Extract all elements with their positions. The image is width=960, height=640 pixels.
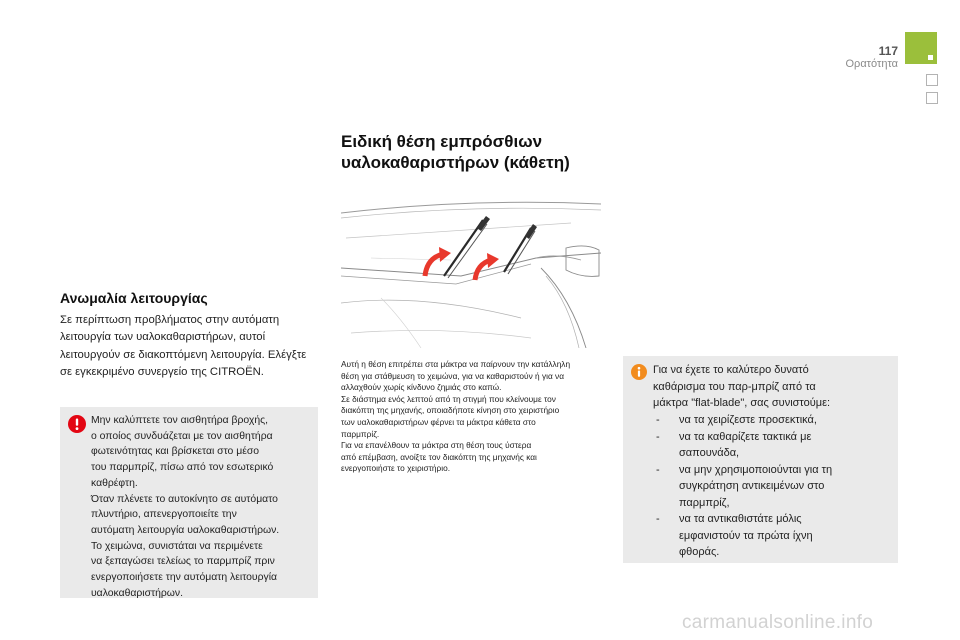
warning-line: φωτεινότητας και βρίσκεται στο μέσο <box>91 446 260 458</box>
page-number: 117 <box>878 44 898 58</box>
warning-line: Όταν πλένετε το αυτοκίνητο σε αυτόματο <box>91 493 278 505</box>
caption-line: διακόπτη της μηχανής, οποιαδήποτε κίνηση στο χειριστήριο <box>341 405 560 416</box>
section-tab-3[interactable] <box>926 92 938 104</box>
info-intro <box>653 362 893 412</box>
list-item <box>653 429 893 462</box>
wiper-illustration <box>341 198 601 348</box>
caption-line: από επέμβαση, ανοίξτε τον διακόπτη της μηχανής και <box>341 451 537 462</box>
list-item-text: συγκράτηση αντικειμένων στο <box>679 480 825 492</box>
warning-line: καθρέφτη. <box>91 477 138 489</box>
info-icon <box>631 364 647 380</box>
warning-text <box>91 413 315 601</box>
warning-line: πλυντήριο, απενεργοποιείτε την <box>91 509 237 521</box>
caption-text <box>341 359 606 475</box>
list-dash: - <box>656 513 660 525</box>
list-dash: - <box>656 463 660 476</box>
page-title <box>341 131 631 173</box>
list-item-text: παρμπρίζ, <box>679 496 730 509</box>
list-dash: - <box>656 430 660 443</box>
list-item <box>653 462 893 512</box>
warning-line: ο οποίος συνδυάζεται με τον αισθητήρα <box>91 430 273 442</box>
list-item-text: να τα χειρίζεστε προσεκτικά, <box>679 414 817 426</box>
section-tab-2[interactable] <box>926 74 938 86</box>
section-tab-active[interactable] <box>905 32 937 64</box>
info-intro-line: μάκτρα "flat-blade", σας συνιστούμε: <box>653 397 831 409</box>
list-dash: - <box>656 414 660 426</box>
list-item-text: να μην χρησιμοποιούνται για τη <box>679 463 833 476</box>
caption-line: παρμπρίζ. <box>341 428 380 439</box>
caption-line: ενεργοποιήστε το χειριστήριο. <box>341 463 451 474</box>
caption-line: Για να επανέλθουν τα μάκτρα στη θέση τους ύστερα <box>341 440 532 451</box>
caption-line: θέση για στάθμευση το χειμώνα, για να καθαριστούν ή για να <box>341 370 564 381</box>
title-line: υαλοκαθαριστήρων (κάθετη) <box>341 153 570 172</box>
list-item-text: φθοράς. <box>679 546 720 558</box>
list-item-text: να τα αντικαθιστάτε μόλις <box>679 513 802 525</box>
warning-line: Μην καλύπτετε τον αισθητήρα βροχής, <box>91 415 269 426</box>
malfunction-heading: Ανωμαλία λειτουργίας <box>60 290 208 306</box>
caption-line: αλλαχθούν χωρίς κίνδυνο ζημιάς στο καπώ. <box>341 382 502 393</box>
warning-line: Το χειμώνα, συνιστάται να περιμένετε <box>91 540 263 552</box>
list-item-text: να τα καθαρίζετε τακτικά με <box>679 430 812 443</box>
info-box <box>623 356 898 563</box>
warning-line: υαλοκαθαριστήρων. <box>91 587 183 599</box>
tab-marker <box>928 55 933 60</box>
title-line: Ειδική θέση εμπρόσθιων <box>341 132 543 151</box>
warning-line: αυτόματη λειτουργία υαλοκαθαριστήρων. <box>91 524 280 536</box>
list-item <box>653 412 893 429</box>
info-intro-line: Για να έχετε το καλύτερο δυνατό <box>653 364 809 376</box>
info-intro-line: καθάρισμα του παρ-μπρίζ από τα <box>653 380 816 393</box>
list-item-text: εμφανιστούν τα πρώτα ίχνη <box>679 529 813 542</box>
watermark: carmanualsonline.info <box>682 612 874 633</box>
warning-icon <box>68 415 86 433</box>
recommendation-list <box>653 412 893 561</box>
caption-line: των υαλοκαθαριστήρων φέρνει τα μάκτρα κάθετα στο <box>341 416 536 427</box>
warning-line: ενεργοποιήσετε την αυτόματη λειτουργία <box>91 572 278 584</box>
list-item-text: σαπουνάδα, <box>679 447 740 459</box>
warning-box <box>60 407 318 598</box>
warning-line: του παρμπρίζ, πίσω από τον εσωτερικό <box>91 462 274 474</box>
malfunction-paragraph: Σε περίπτωση προβλήματος στην αυτόματη λειτουργία των υαλοκαθαριστήρων, αυτοί λειτουργούν σε διακοπτόμενη λειτουργία. Ελέγξτε σε εγκεκριμένο συνεργείο της CITROËN. <box>60 314 307 379</box>
warning-line: να ξεπαγώσει τελείως το παρμπρίζ πριν <box>91 556 275 568</box>
list-item <box>653 511 893 561</box>
caption-line: Σε διάστημα ενός λεπτού από τη στιγμή που κλείνουμε τον <box>341 393 556 404</box>
section-title: Ορατότητα <box>845 58 898 70</box>
caption-line: Αυτή η θέση επιτρέπει στα μάκτρα να παίρνουν την κατάλληλη <box>341 359 571 369</box>
